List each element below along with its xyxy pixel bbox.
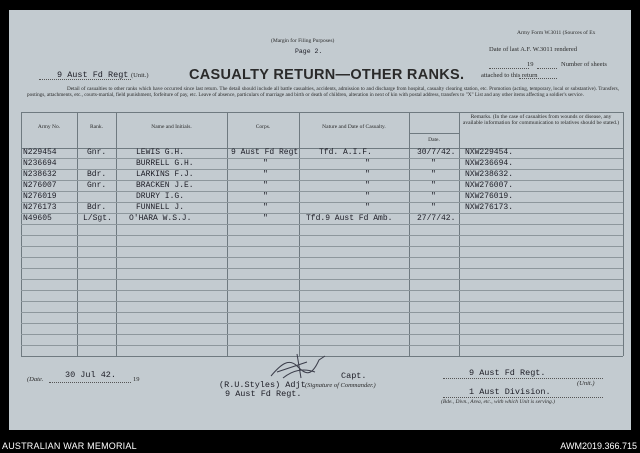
header-remarks: Remarks. (In the case of casualties from wounds or disease, any available information for communication to relatives should be stated.) (462, 114, 620, 126)
remarks-cell: NXW276007. (465, 181, 514, 190)
date-value: 30 Jul 42. (65, 370, 117, 380)
name-cell: FUNNELL J. (136, 203, 185, 212)
header-nature: Nature and Date of Casualty. (322, 124, 386, 130)
date-last-label: Date of last A.F. W.3011 rendered (489, 46, 578, 53)
nature-cell: " (365, 181, 370, 190)
army-no-cell: N276007 (23, 181, 57, 190)
rank-cell: Gnr. (87, 148, 107, 157)
year-prefix: 19 (527, 61, 534, 68)
attached-label: attached to this return (481, 72, 538, 79)
signatory-unit: 9 Aust Fd Regt. (225, 389, 302, 399)
date-cell: 27/7/42. (417, 214, 456, 223)
unit-value: 9 Aust Fd Regt (57, 70, 129, 80)
corps-cell: " (263, 159, 268, 168)
catalogue-number: AWM2019.366.715 (560, 441, 637, 451)
remarks-cell: NXW276019. (465, 192, 514, 201)
signatory-name: (R.U.Styles) Adjt (219, 380, 306, 390)
corps-cell: " (263, 170, 268, 179)
corps-cell: " (263, 192, 268, 201)
rank-cell: Bdr. (87, 203, 107, 212)
instructions-text: Detail of casualties to other ranks which have occurred since last return. The detail should include all battle casualties, accidents, admission to and discharge from hospital, casualty clearing station, etc. Promotion (acting, temporary, local or substantive). Transfers, postings, attachments, etc., courts-martial, field punishment, forfeiture of pay, etc. Leave of absence, particulars of marriage and birth or death of children, alteration in next of kin with postal address, transfers to "X" List and any other items affecting a soldier's service. (27, 86, 619, 98)
nature-cell: " (365, 159, 370, 168)
remarks-cell: NXW236694. (465, 159, 514, 168)
header-army-no: Army No. (37, 124, 61, 130)
name-cell: LARKINS F.J. (136, 170, 194, 179)
division-value: 1 Aust Division. (469, 387, 551, 397)
nature-cell: " (365, 192, 370, 201)
page-label: Page 2. (295, 48, 323, 55)
number-sheets-label: Number of sheets (561, 61, 607, 68)
remarks-cell: NXW238632. (465, 170, 514, 179)
nature-cell: " (365, 203, 370, 212)
margin-note: (Margin for Filing Purposes) (271, 38, 335, 44)
remarks-cell: NXW276173. (465, 203, 514, 212)
corps-cell: 9 Aust Fd Regt (231, 148, 299, 157)
signature-label: (Signature of Commander.) (305, 382, 376, 389)
army-no-cell: N49605 (23, 214, 52, 223)
name-cell: DRURY I.G. (136, 192, 185, 201)
nature-cell: Tfd.9 Aust Fd Amb. (306, 214, 393, 223)
date-cell: " (431, 181, 436, 190)
date-cell: 30/7/42. (417, 148, 456, 157)
army-no-cell: N276019 (23, 192, 57, 201)
remarks-cell: NXW229454. (465, 148, 514, 157)
army-no-cell: N276173 (23, 203, 57, 212)
army-no-cell: N229454 (23, 148, 57, 157)
nature-cell: Tfd. A.I.F. (319, 148, 372, 157)
name-cell: O'HARA W.S.J. (129, 214, 192, 223)
signature-scribble (267, 350, 337, 382)
date-cell: " (431, 192, 436, 201)
army-form-code: Army Form W.3011 (Sources of Ex (517, 30, 596, 36)
year-label: 19 (133, 376, 140, 383)
date-cell: " (431, 203, 436, 212)
name-cell: LEWIS G.H. (136, 148, 185, 157)
header-corps: Corps. (255, 124, 271, 130)
rank-cell: Gnr. (87, 181, 107, 190)
header-name: Name and Initials. (151, 124, 192, 130)
rank-value: Capt. (341, 371, 367, 381)
date-cell: " (431, 170, 436, 179)
date-cell: " (431, 159, 436, 168)
corps-cell: " (263, 203, 268, 212)
date-label: (Date. (27, 376, 44, 383)
header-date: Date. (428, 137, 440, 143)
header-rank: Rank. (90, 124, 103, 130)
archive-caption: AUSTRALIAN WAR MEMORIAL (2, 441, 137, 451)
casualty-return-form (9, 10, 631, 430)
name-cell: BRACKEN J.E. (136, 181, 194, 190)
rank-cell: Bdr. (87, 170, 107, 179)
unit-footer-value: 9 Aust Fd Regt. (469, 368, 546, 378)
division-label: (Bde., Divn., Area, etc., with which Unit is serving.) (441, 399, 555, 405)
unit-footer-label: (Unit.) (577, 380, 595, 387)
form-title: CASUALTY RETURN—OTHER RANKS. (189, 67, 465, 83)
name-cell: BURRELL G.H. (136, 159, 194, 168)
nature-cell: " (365, 170, 370, 179)
corps-cell: " (263, 181, 268, 190)
army-no-cell: N236694 (23, 159, 57, 168)
rank-cell: L/Sgt. (83, 214, 112, 223)
corps-cell: " (263, 214, 268, 223)
unit-label: (Unit.) (131, 72, 149, 79)
army-no-cell: N238632 (23, 170, 57, 179)
